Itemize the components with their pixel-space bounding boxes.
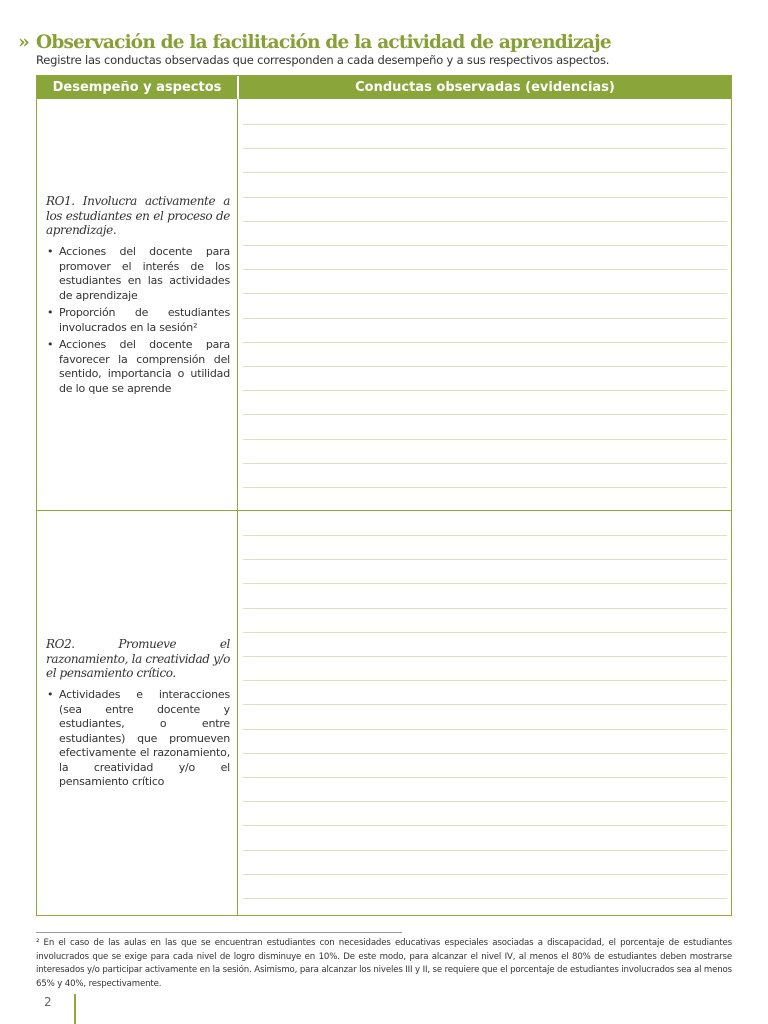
writing-line: [243, 753, 727, 754]
header-divider: [237, 76, 239, 99]
observation-table: [36, 75, 732, 916]
footnote: ² En el caso de las aulas en las que se encuentran estudiantes con necesidades educativas especiales asociadas a discapacidad, el porcentaje de estudiantes involucrados que se exige para cada nivel de logro disminuye en 10%. De este modo, para alcanzar el nivel IV, al menos el 80% de estudiantes deben mostrarse interesados y/o participar activamente en la sesión. Asimismo, para alcanzar los niveles III y II, se requiere que el porcentaje de estudiantes involucrados sea al menos 65% y 40%, respectivamente.: [36, 938, 732, 989]
page-margin-bar: [74, 994, 76, 1024]
row-divider: [37, 510, 731, 511]
writing-line: [243, 414, 727, 415]
writing-line: [243, 172, 727, 173]
column-header-evidence: Conductas observadas (evidencias): [355, 80, 615, 95]
writing-line: [243, 245, 727, 246]
writing-line: [243, 293, 727, 294]
table-header: [37, 76, 731, 99]
writing-line: [243, 777, 727, 778]
aspect-item: • Acciones del docente para promover el interés de los estudiantes en las actividades de aprendizaje: [46, 245, 230, 303]
writing-line: [243, 366, 727, 367]
writing-line: [243, 535, 727, 536]
writing-line: [243, 148, 727, 149]
aspect-item: • Proporción de estudiantes involucrados en la sesión²: [46, 306, 230, 335]
row-title: RO2. Promueve el razonamiento, la creatividad y/o el pensamiento crítico.: [46, 637, 230, 680]
writing-line: [243, 704, 727, 705]
footnote-divider: [36, 932, 402, 933]
writing-line: [243, 874, 727, 875]
aspect-item: • Actividades e interacciones (sea entre docente y estudiantes, o entre estudiantes) que promueven efectivamente el razonamiento, la creatividad y/o el pensamiento crítico: [46, 688, 230, 790]
page-subtitle: Registre las conductas observadas que corresponden a cada desempeño y a sus respectivos aspectos.: [36, 53, 610, 67]
writing-line: [243, 632, 727, 633]
writing-line: [243, 463, 727, 464]
aspect-item: • Acciones del docente para favorecer la comprensión del sentido, importancia o utilidad de lo que se aprende: [46, 338, 230, 396]
row-title: RO1. Involucra activamente a los estudiantes en el proceso de aprendizaje.: [46, 194, 230, 237]
writing-line: [243, 583, 727, 584]
aspect-list: [46, 245, 230, 399]
writing-line: [243, 656, 727, 657]
writing-line: [243, 390, 727, 391]
writing-line: [243, 680, 727, 681]
aspect-list: [46, 688, 230, 793]
writing-line: [243, 559, 727, 560]
writing-line: [243, 197, 727, 198]
writing-line: [243, 269, 727, 270]
writing-line: [243, 221, 727, 222]
column-divider: [237, 99, 238, 915]
writing-line: [243, 801, 727, 802]
double-chevron-icon: »: [18, 31, 30, 53]
writing-line: [243, 898, 727, 899]
column-header-performance: Desempeño y aspectos: [52, 80, 222, 95]
writing-line: [243, 850, 727, 851]
writing-line: [243, 318, 727, 319]
writing-line: [243, 487, 727, 488]
page-title: Observación de la facilitación de la actividad de aprendizaje: [36, 32, 611, 53]
writing-line: [243, 124, 727, 125]
writing-line: [243, 342, 727, 343]
writing-line: [243, 608, 727, 609]
writing-line: [243, 729, 727, 730]
writing-line: [243, 439, 727, 440]
writing-line: [243, 825, 727, 826]
page-number: 2: [44, 995, 52, 1009]
